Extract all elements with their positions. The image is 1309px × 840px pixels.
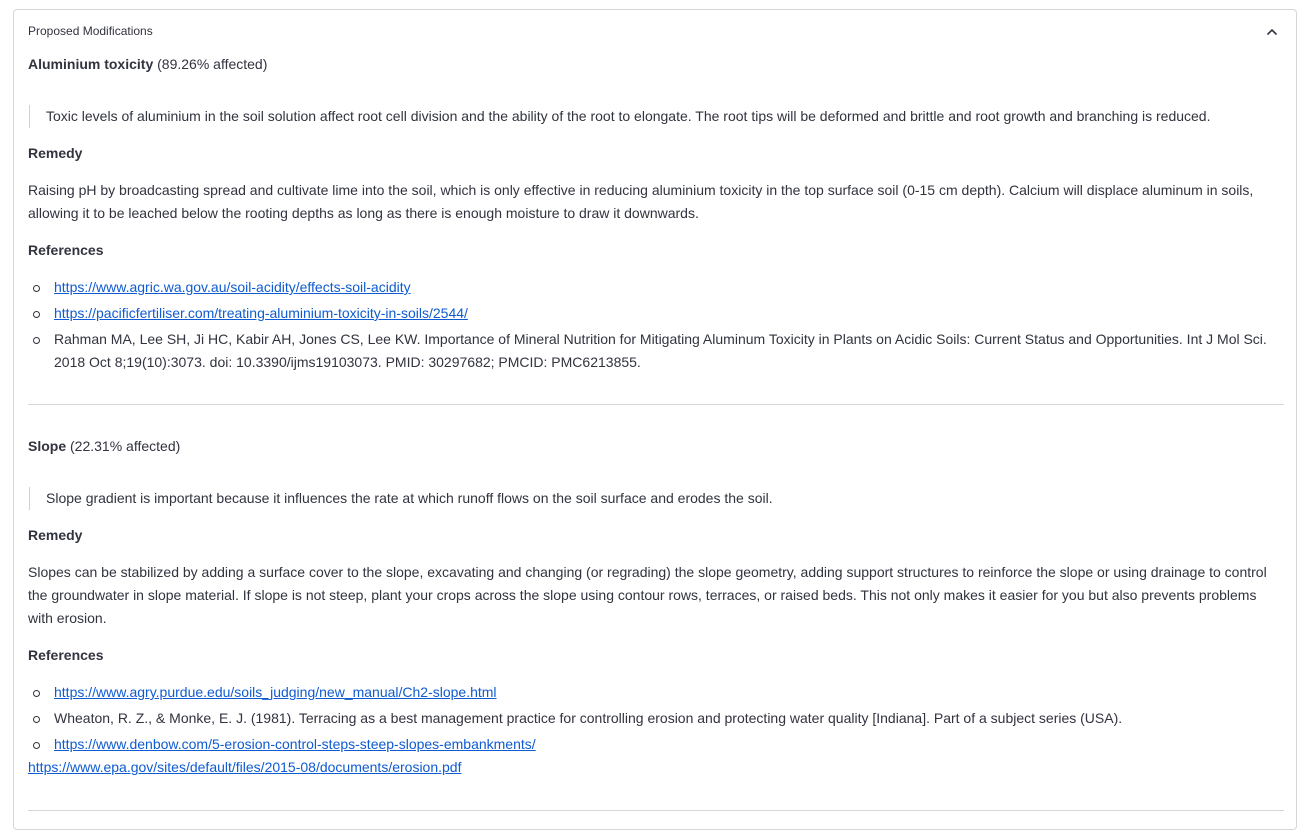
chevron-up-icon[interactable] xyxy=(1265,25,1279,39)
list-item xyxy=(54,733,1284,756)
section-divider xyxy=(28,810,1284,811)
list-item xyxy=(54,302,1284,325)
remedy-text: Slopes can be stabilized by adding a surface cover to the slope, excavating and changing (or regrading) the slope geometry, adding support structures to reinforce the slope or using drainage to control the groundwater in slope material. If slope is not steep, plant your crops across the slope using contour rows, terraces, or raised beds. This not only makes it easier for you but also prevents problems with erosion. xyxy=(28,564,1267,626)
expander-header[interactable] xyxy=(14,10,1296,52)
section-aluminium-toxicity xyxy=(28,52,1284,374)
references-list xyxy=(28,681,1284,756)
remedy-heading: Remedy xyxy=(28,145,83,161)
expander-title: Proposed Modifications xyxy=(28,24,153,38)
cause-line xyxy=(28,435,1284,458)
cause-description: Slope gradient is important because it influences the rate at which runoff flows on the soil surface and erodes the soil. xyxy=(29,487,1284,510)
references-heading: References xyxy=(28,242,104,258)
reference-link[interactable]: https://www.denbow.com/5-erosion-control-steps-steep-slopes-embankments/ xyxy=(54,736,536,752)
cause-name: Slope xyxy=(28,438,67,454)
section-slope xyxy=(28,405,1284,779)
references-list xyxy=(28,276,1284,374)
cause-description: Toxic levels of aluminium in the soil solution affect root cell division and the ability of the root to elongate. The root tips will be deformed and brittle and root growth and branching is reduced. xyxy=(29,105,1284,128)
remedy-text: Raising pH by broadcasting spread and cultivate lime into the soil, which is only effective in reducing aluminium toxicity in the top surface soil (0-15 cm depth). Calcium will displace aluminum in soils, allowing it to be leached below the rooting depths as long as there is enough moisture to draw it downwards. xyxy=(28,182,1254,221)
reference-link[interactable]: https://pacificfertiliser.com/treating-aluminium-toxicity-in-soils/2544/ xyxy=(54,305,468,321)
reference-link[interactable]: https://www.agric.wa.gov.au/soil-acidity/effects-soil-acidity xyxy=(54,279,411,295)
remedy-heading: Remedy xyxy=(28,527,83,543)
cause-name: Aluminium toxicity xyxy=(28,56,154,72)
trailing-reference xyxy=(28,756,1284,779)
proposed-modifications-expander xyxy=(13,9,1297,830)
list-item xyxy=(54,707,1284,730)
list-item xyxy=(54,276,1284,299)
cause-line xyxy=(28,53,1284,76)
reference-citation: Rahman MA, Lee SH, Ji HC, Kabir AH, Jones CS, Lee KW. Importance of Mineral Nutrition for Mitigating Aluminum Toxicity in Plants on Acidic Soils: Current Status and Opportunities. Int J Mol Sci. 2018 Oct 8;19(10):3073. doi: 10.3390/ijms19103073. PMID: 30297682; PMCID: PMC6213855. xyxy=(54,331,1267,370)
reference-citation: Wheaton, R. Z., & Monke, E. J. (1981). Terracing as a best management practice for controlling erosion and protecting water quality [Indiana]. Part of a subject series (USA). xyxy=(54,710,1123,726)
expander-content xyxy=(28,52,1284,811)
affected-percent: (89.26% affected) xyxy=(157,56,268,72)
affected-percent: (22.31% affected) xyxy=(70,438,181,454)
reference-link[interactable]: https://www.agry.purdue.edu/soils_judging/new_manual/Ch2-slope.html xyxy=(54,684,497,700)
list-item xyxy=(54,328,1284,374)
references-heading: References xyxy=(28,647,104,663)
reference-link[interactable]: https://www.epa.gov/sites/default/files/2015-08/documents/erosion.pdf xyxy=(28,759,462,775)
list-item xyxy=(54,681,1284,704)
